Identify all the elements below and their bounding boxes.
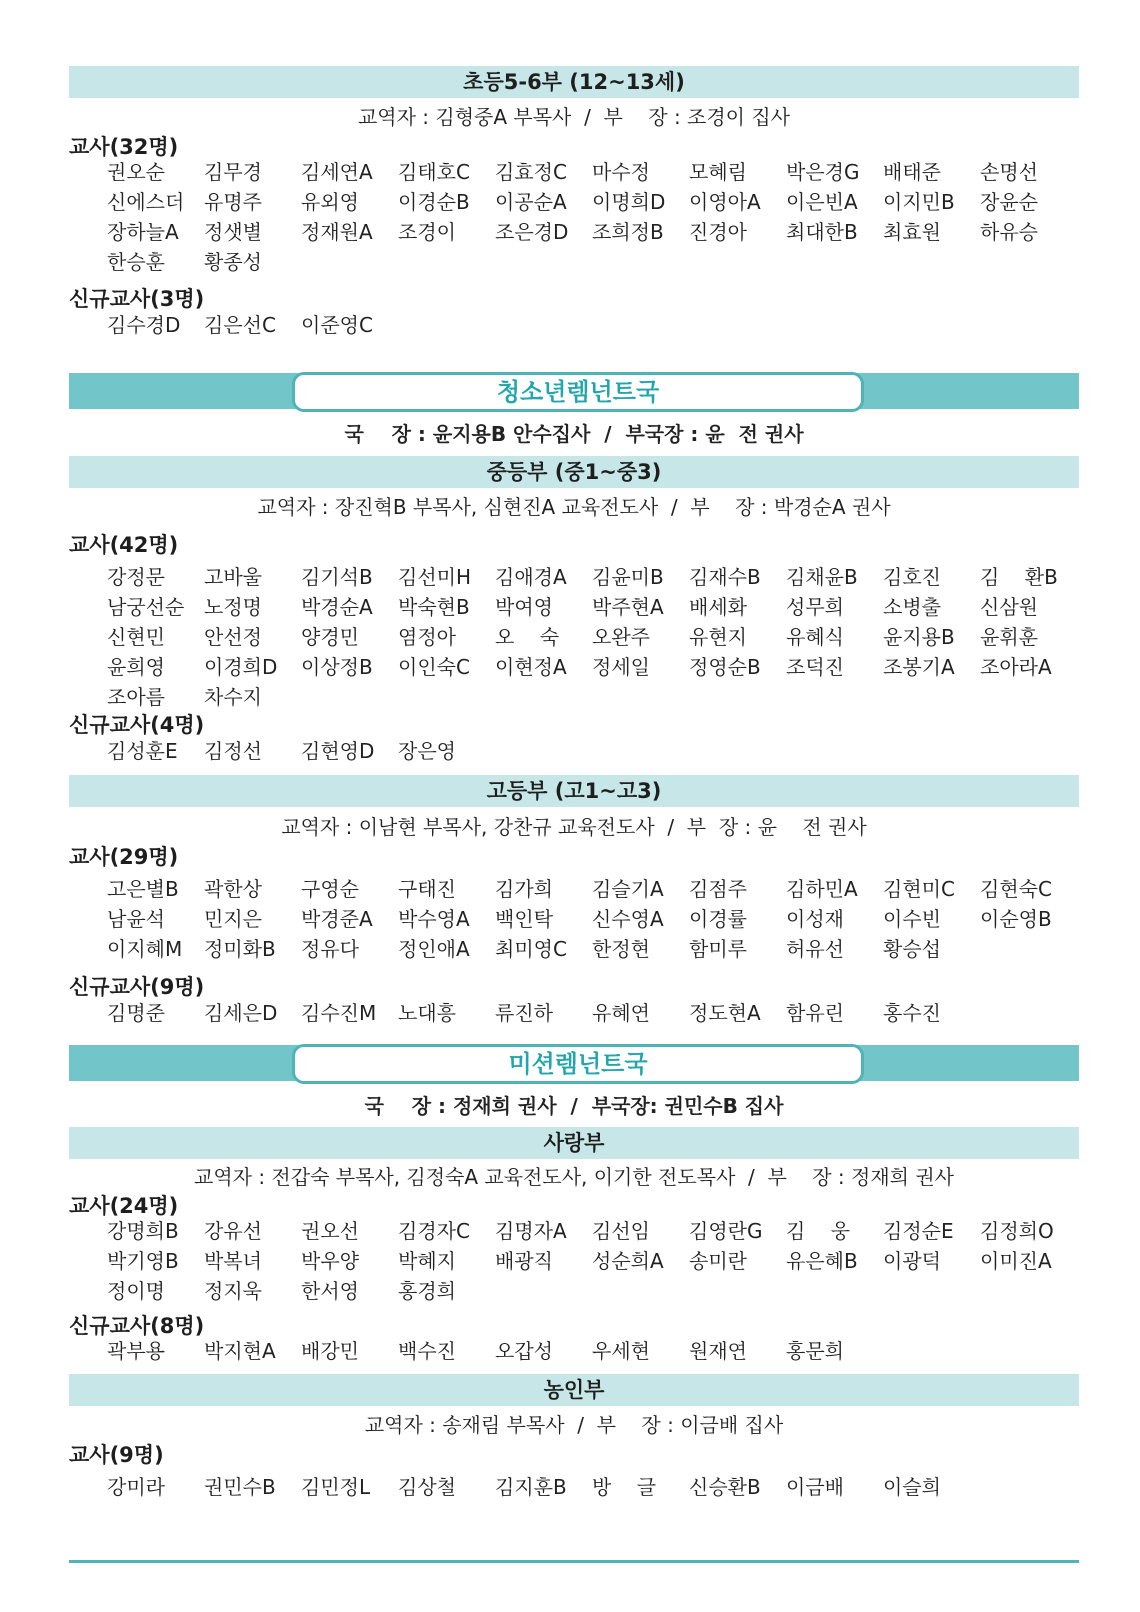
name-entry: 정이명 xyxy=(107,1279,165,1303)
name-entry: 이경순B xyxy=(398,190,470,214)
name-entry: 김호진 xyxy=(883,565,941,589)
middle-teachers-label: 교사(42명) xyxy=(69,533,179,557)
name-entry: 조덕진 xyxy=(786,655,844,679)
name-entry: 김수진M xyxy=(301,1001,377,1025)
deaf-teachers-label: 교사(9명) xyxy=(69,1443,164,1467)
name-entry: 이경희D xyxy=(204,655,278,679)
high-teachers-label: 교사(29명) xyxy=(69,845,179,869)
name-entry: 장윤순 xyxy=(980,190,1038,214)
name-entry: 한서영 xyxy=(301,1279,359,1303)
name-entry: 이성재 xyxy=(786,907,844,931)
name-entry: 정영순B xyxy=(689,655,761,679)
name-entry: 이공순A xyxy=(495,190,567,214)
name-entry: 손명선 xyxy=(980,160,1038,184)
name-entry: 박여영 xyxy=(495,595,553,619)
name-entry: 유현지 xyxy=(689,625,747,649)
name-entry: 한승훈 xyxy=(107,250,165,274)
name-entry: 양경민 xyxy=(301,625,359,649)
name-entry: 한정현 xyxy=(592,937,650,961)
name-entry: 유혜식 xyxy=(786,625,844,649)
name-entry: 안선정 xyxy=(204,625,262,649)
name-entry: 염정아 xyxy=(398,625,456,649)
elementary-new-label: 신규교사(3명) xyxy=(69,287,205,311)
name-entry: 곽부용 xyxy=(107,1339,165,1363)
name-entry: 방 글 xyxy=(592,1475,657,1499)
name-entry: 유은혜B xyxy=(786,1249,858,1273)
name-entry: 김하민A xyxy=(786,877,858,901)
name-entry: 이금배 xyxy=(786,1475,844,1499)
division-band-mission xyxy=(69,1045,1079,1081)
name-entry: 이순영B xyxy=(980,907,1052,931)
name-entry: 최미영C xyxy=(495,937,567,961)
elementary-teachers-grid xyxy=(107,157,1077,277)
love-teachers-label: 교사(24명) xyxy=(69,1194,179,1218)
name-entry: 신승환B xyxy=(689,1475,761,1499)
name-entry: 이지혜M xyxy=(107,937,183,961)
name-entry: 김상철 xyxy=(398,1475,456,1499)
name-entry: 홍문희 xyxy=(786,1339,844,1363)
name-entry: 고바울 xyxy=(204,565,262,589)
name-entry: 이광덕 xyxy=(883,1249,941,1273)
name-entry: 김윤미B xyxy=(592,565,664,589)
name-entry: 이명희D xyxy=(592,190,666,214)
name-entry: 이슬희 xyxy=(883,1475,941,1499)
section-header-deaf: 농인부 xyxy=(69,1374,1079,1406)
section-header-elementary: 초등5-6부 (12~13세) xyxy=(69,66,1079,98)
name-entry: 구영순 xyxy=(301,877,359,901)
name-entry: 권오순 xyxy=(107,160,165,184)
name-entry: 정미화B xyxy=(204,937,276,961)
name-entry: 노대흥 xyxy=(398,1001,456,1025)
middle-leaders: 교역자 : 장진혁B 부목사, 심현진A 교육전도사 / 부 장 : 박경순A 권사 xyxy=(257,495,891,519)
name-entry: 김점주 xyxy=(689,877,747,901)
name-entry: 김채윤B xyxy=(786,565,858,589)
name-entry: 강정문 xyxy=(107,565,165,589)
name-entry: 장은영 xyxy=(398,739,456,763)
division-title-youth: 청소년렘넌트국 xyxy=(292,372,864,412)
name-entry: 김세연A xyxy=(301,160,373,184)
name-entry: 이현정A xyxy=(495,655,567,679)
name-entry: 마수정 xyxy=(592,160,650,184)
name-entry: 김지훈B xyxy=(495,1475,567,1499)
name-entry: 고은별B xyxy=(107,877,179,901)
name-entry: 이지민B xyxy=(883,190,955,214)
love-new-label: 신규교사(8명) xyxy=(69,1314,205,1338)
name-entry: 박지현A xyxy=(204,1339,276,1363)
name-entry: 장하늘A xyxy=(107,220,179,244)
name-entry: 박경준A xyxy=(301,907,373,931)
name-entry: 김 웅 xyxy=(786,1219,851,1243)
name-entry: 정지욱 xyxy=(204,1279,262,1303)
name-entry: 구태진 xyxy=(398,877,456,901)
division-title-mission: 미션렘넌트국 xyxy=(292,1044,864,1084)
division-band-youth xyxy=(69,373,1079,409)
name-entry: 조아라A xyxy=(980,655,1052,679)
name-entry: 송미란 xyxy=(689,1249,747,1273)
name-entry: 하유승 xyxy=(980,220,1038,244)
name-entry: 윤희영 xyxy=(107,655,165,679)
name-entry: 노정명 xyxy=(204,595,262,619)
name-entry: 김은선C xyxy=(204,313,276,337)
name-entry: 신에스더 xyxy=(107,190,185,214)
name-entry: 홍수진 xyxy=(883,1001,941,1025)
name-entry: 오갑성 xyxy=(495,1339,553,1363)
name-entry: 박숙현B xyxy=(398,595,470,619)
name-entry: 배태준 xyxy=(883,160,941,184)
deaf-teachers-grid xyxy=(107,1472,1077,1502)
section-header-high: 고등부 (고1~고3) xyxy=(69,775,1079,807)
elementary-teachers-label: 교사(32명) xyxy=(69,135,179,159)
name-entry: 이영아A xyxy=(689,190,761,214)
middle-new-grid xyxy=(107,736,1077,766)
name-entry: 이준영C xyxy=(301,313,373,337)
name-entry: 김슬기A xyxy=(592,877,664,901)
name-entry: 황승섭 xyxy=(883,937,941,961)
name-entry: 모혜림 xyxy=(689,160,747,184)
name-entry: 김무경 xyxy=(204,160,262,184)
name-entry: 김재수B xyxy=(689,565,761,589)
name-entry: 김수경D xyxy=(107,313,181,337)
name-entry: 조은경D xyxy=(495,220,569,244)
name-entry: 유외영 xyxy=(301,190,359,214)
name-entry: 박수영A xyxy=(398,907,470,931)
love-leaders: 교역자 : 전갑숙 부목사, 김정숙A 교육전도사, 이기한 전도목사 / 부 장 : 정재희 권사 xyxy=(194,1165,954,1189)
name-entry: 윤휘훈 xyxy=(980,625,1038,649)
name-entry: 강미라 xyxy=(107,1475,165,1499)
name-entry: 백수진 xyxy=(398,1339,456,1363)
name-entry: 류진하 xyxy=(495,1001,553,1025)
name-entry: 박기영B xyxy=(107,1249,179,1273)
name-entry: 김 환B xyxy=(980,565,1058,589)
high-new-grid xyxy=(107,998,1077,1028)
name-entry: 곽한상 xyxy=(204,877,262,901)
name-entry: 조아름 xyxy=(107,685,165,709)
name-entry: 유명주 xyxy=(204,190,262,214)
high-leaders: 교역자 : 이남현 부목사, 강찬규 교육전도사 / 부 장 : 윤 전 권사 xyxy=(281,815,867,839)
name-entry: 우세현 xyxy=(592,1339,650,1363)
name-entry: 조봉기A xyxy=(883,655,955,679)
name-entry: 김명준 xyxy=(107,1001,165,1025)
name-entry: 진경아 xyxy=(689,220,747,244)
name-entry: 김가희 xyxy=(495,877,553,901)
name-entry: 최대한B xyxy=(786,220,858,244)
elementary-new-grid xyxy=(107,310,1077,340)
name-entry: 정세일 xyxy=(592,655,650,679)
love-new-grid xyxy=(107,1336,1077,1366)
name-entry: 정재원A xyxy=(301,220,373,244)
name-entry: 박경순A xyxy=(301,595,373,619)
name-entry: 박혜지 xyxy=(398,1249,456,1273)
mission-leaders: 국 장 : 정재희 권사 / 부국장: 권민수B 집사 xyxy=(364,1094,784,1118)
high-new-label: 신규교사(9명) xyxy=(69,975,205,999)
middle-teachers-grid xyxy=(107,562,1077,712)
name-entry: 김경자C xyxy=(398,1219,470,1243)
name-entry: 함미루 xyxy=(689,937,747,961)
name-entry: 오 숙 xyxy=(495,625,560,649)
name-entry: 이상정B xyxy=(301,655,373,679)
name-entry: 강명희B xyxy=(107,1219,179,1243)
name-entry: 이수빈 xyxy=(883,907,941,931)
name-entry: 정유다 xyxy=(301,937,359,961)
name-entry: 조경이 xyxy=(398,220,456,244)
section-header-middle: 중등부 (중1~중3) xyxy=(69,456,1079,488)
name-entry: 이은빈A xyxy=(786,190,858,214)
section-header-love: 사랑부 xyxy=(69,1127,1079,1159)
name-entry: 최효원 xyxy=(883,220,941,244)
name-entry: 김선미H xyxy=(398,565,471,589)
name-entry: 김효정C xyxy=(495,160,567,184)
deaf-leaders: 교역자 : 송재림 부목사 / 부 장 : 이금배 집사 xyxy=(364,1413,784,1437)
name-entry: 김영란G xyxy=(689,1219,763,1243)
name-entry: 이경률 xyxy=(689,907,747,931)
name-entry: 김기석B xyxy=(301,565,373,589)
name-entry: 황종성 xyxy=(204,250,262,274)
name-entry: 김현영D xyxy=(301,739,375,763)
name-entry: 김민정L xyxy=(301,1475,371,1499)
name-entry: 정샛별 xyxy=(204,220,262,244)
name-entry: 김명자A xyxy=(495,1219,567,1243)
name-entry: 허유선 xyxy=(786,937,844,961)
name-entry: 김현미C xyxy=(883,877,955,901)
name-entry: 김애경A xyxy=(495,565,567,589)
name-entry: 차수지 xyxy=(204,685,262,709)
name-entry: 김정순E xyxy=(883,1219,954,1243)
love-teachers-grid xyxy=(107,1216,1077,1306)
name-entry: 정도현A xyxy=(689,1001,761,1025)
name-entry: 김성훈E xyxy=(107,739,178,763)
name-entry: 김현숙C xyxy=(980,877,1052,901)
name-entry: 박은경G xyxy=(786,160,860,184)
name-entry: 박우양 xyxy=(301,1249,359,1273)
high-teachers-grid xyxy=(107,874,1077,964)
name-entry: 소병출 xyxy=(883,595,941,619)
name-entry: 김선임 xyxy=(592,1219,650,1243)
name-entry: 홍경희 xyxy=(398,1279,456,1303)
name-entry: 백인탁 xyxy=(495,907,553,931)
name-entry: 민지은 xyxy=(204,907,262,931)
name-entry: 성무희 xyxy=(786,595,844,619)
name-entry: 박주현A xyxy=(592,595,664,619)
name-entry: 박복녀 xyxy=(204,1249,262,1273)
name-entry: 김태호C xyxy=(398,160,470,184)
name-entry: 원재연 xyxy=(689,1339,747,1363)
name-entry: 이미진A xyxy=(980,1249,1052,1273)
name-entry: 남윤석 xyxy=(107,907,165,931)
name-entry: 성순희A xyxy=(592,1249,664,1273)
middle-new-label: 신규교사(4명) xyxy=(69,713,205,737)
name-entry: 김정희O xyxy=(980,1219,1054,1243)
name-entry: 김세은D xyxy=(204,1001,278,1025)
name-entry: 이인숙C xyxy=(398,655,470,679)
name-entry: 배광직 xyxy=(495,1249,553,1273)
name-entry: 남궁선순 xyxy=(107,595,185,619)
bottom-divider xyxy=(69,1560,1079,1563)
youth-leaders: 국 장 : 윤지용B 안수집사 / 부국장 : 윤 전 권사 xyxy=(344,422,804,446)
name-entry: 오완주 xyxy=(592,625,650,649)
name-entry: 배강민 xyxy=(301,1339,359,1363)
elementary-leaders: 교역자 : 김형중A 부목사 / 부 장 : 조경이 집사 xyxy=(357,105,791,129)
name-entry: 신수영A xyxy=(592,907,664,931)
name-entry: 정인애A xyxy=(398,937,470,961)
name-entry: 권민수B xyxy=(204,1475,276,1499)
name-entry: 신삼원 xyxy=(980,595,1038,619)
name-entry: 함유린 xyxy=(786,1001,844,1025)
name-entry: 배세화 xyxy=(689,595,747,619)
name-entry: 윤지용B xyxy=(883,625,955,649)
name-entry: 김정선 xyxy=(204,739,262,763)
name-entry: 유혜연 xyxy=(592,1001,650,1025)
name-entry: 권오선 xyxy=(301,1219,359,1243)
name-entry: 강유선 xyxy=(204,1219,262,1243)
name-entry: 신현민 xyxy=(107,625,165,649)
name-entry: 조희정B xyxy=(592,220,664,244)
